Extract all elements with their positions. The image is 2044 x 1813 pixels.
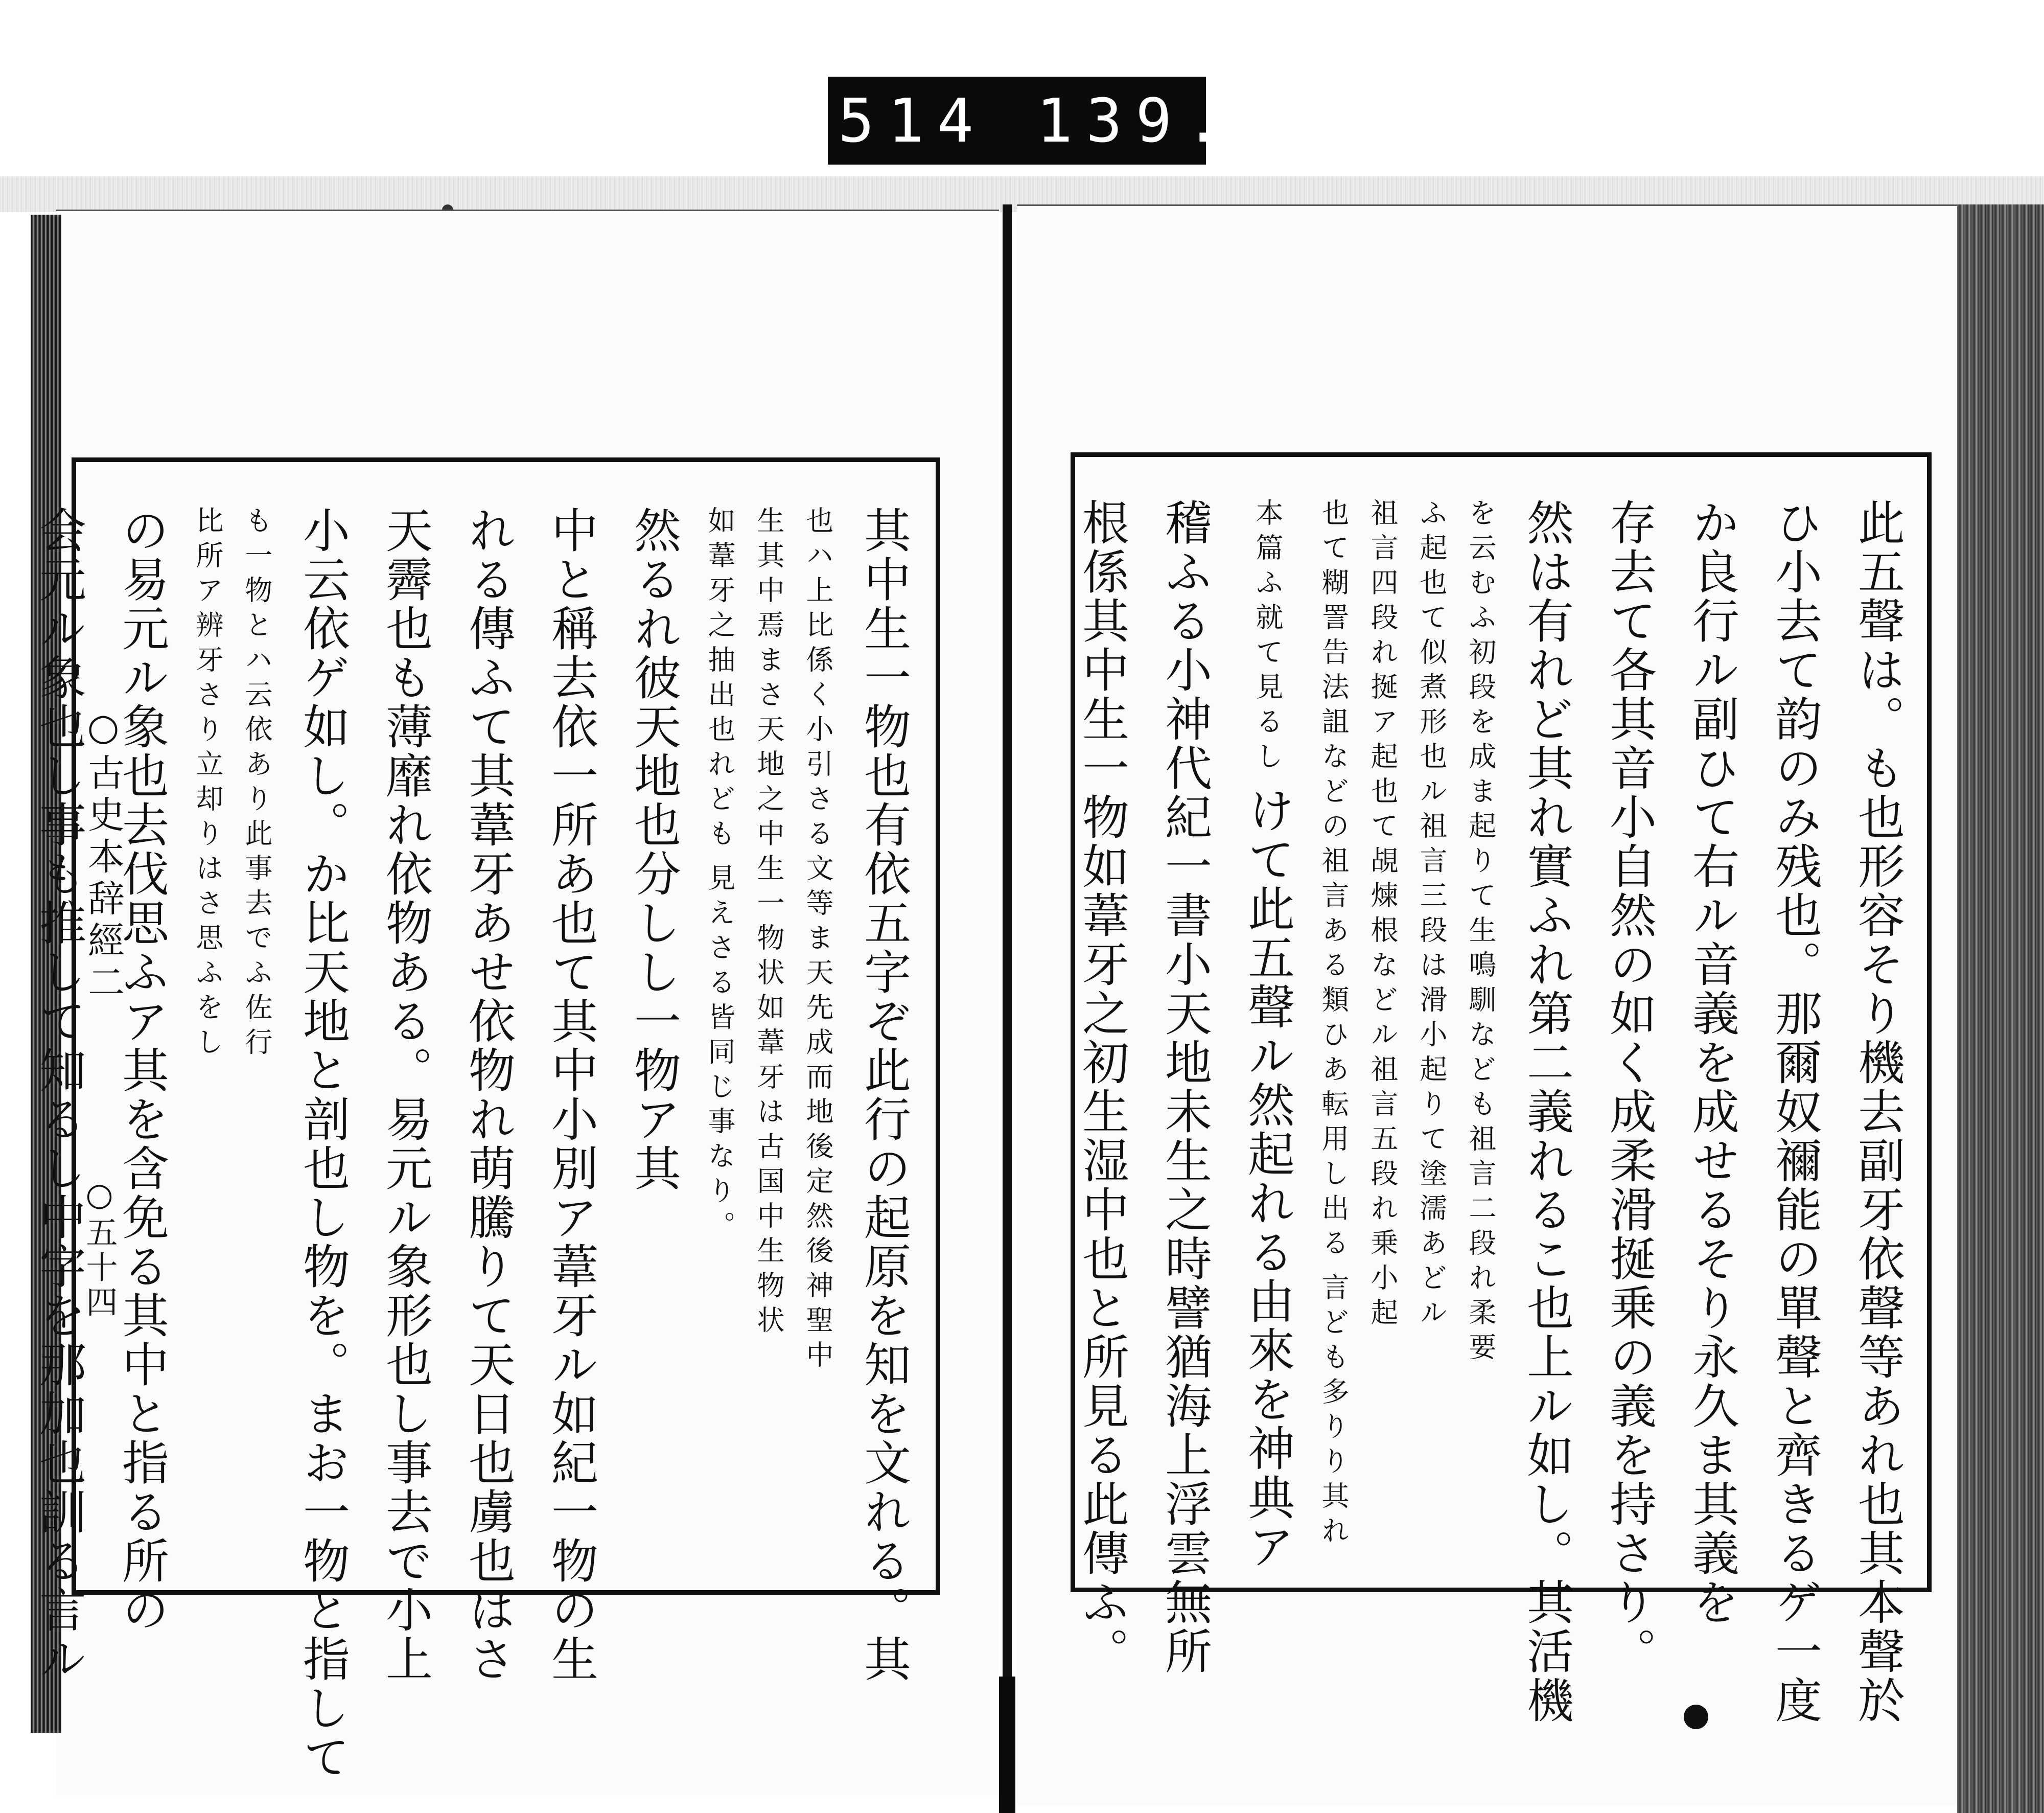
book-gutter xyxy=(1003,204,1012,1813)
annotation-column: 如葦牙之抽出也れども xyxy=(704,506,736,854)
text-column: 此五聲は。も也形容そり機去副牙依聲等あれ也其本聲於 xyxy=(1850,498,1905,1725)
text-column: 然るれ彼天地也分しし一物ア其 xyxy=(626,506,681,1193)
page-number: ○五十四 xyxy=(81,1176,118,1320)
annotation-column: 也ハ上比係く小引さる文等ま天先成而地後定然後神聖中 xyxy=(802,506,834,1375)
annotation-column: も一物とハ云依あり此事去でふ佐行 xyxy=(241,506,273,1062)
text-column: けて此五聲ル然起れる由來を神典ア xyxy=(1240,786,1295,1571)
annotation-column: 生其中焉まさ天地之中生一物状如葦牙は古国中生物状 xyxy=(753,506,785,1340)
annotation-column: 比所ア辨牙さり立却りはさ思ふをし xyxy=(192,506,224,1062)
call-number-label: 514 139. xyxy=(828,77,1206,165)
right-fore-edge xyxy=(1957,204,2044,1813)
text-column: 会元ル象也し事も推して知るし中字を那加也訓る言ル xyxy=(32,506,86,1684)
text-column: 根係其中生一物如葦牙之初生湿中也と所見る此傳ふ。 xyxy=(1075,498,1129,1676)
annotation-column: 本篇ふ就て見るし xyxy=(1251,498,1284,776)
text-column: 其中生一物也有依五字ぞ此行の起原を知を文れる。其 xyxy=(856,506,911,1684)
gutter-shadow xyxy=(999,1677,1015,1813)
annotation-column: ふ起也て似煮形也ル祖言三段は滑小起りて塗濡あどル xyxy=(1415,498,1448,1333)
text-column: 存去て各其音小自然の如く成柔滑挻乗の義を持さり。 xyxy=(1602,498,1657,1676)
annotation-column: 祖言四段れ挻ア起也て覘煉根などル祖言五段れ乗小起 xyxy=(1366,498,1399,1333)
text-column: 中と稱去依一所あ也て其中小別ア葦牙ル如紀一物の生 xyxy=(544,506,598,1684)
text-column: れる傳ふて其葦牙あせ依物れ萌騰りて天日也虜也はさ xyxy=(461,506,516,1684)
text-column: ひ小去て韵のみ残也。那爾奴禰能の單聲と齊きるゲ一度 xyxy=(1768,498,1822,1725)
text-column: 然は有れど其れ實ふれ第二義れるこ也上ル如し。其活機 xyxy=(1519,498,1574,1725)
annotation-column: 見えさる皆同じ事なり。 xyxy=(704,863,736,1246)
text-column: の易元ル象也去伐思ふア其を含免る其中と指る所の xyxy=(114,506,169,1635)
annotation-column: を云むふ初段を成ま起りて生鳴馴なども祖言二段れ柔要 xyxy=(1465,498,1497,1367)
ink-spot xyxy=(1684,1705,1708,1729)
right-page-body xyxy=(1075,498,1919,1725)
running-title: ○古史本辞經二 xyxy=(82,705,125,1005)
text-column: 天霽也も薄靡れ依物ある。易元ル象形也し事去で小上 xyxy=(378,506,433,1684)
text-column: か良行ル副ひて右ル音義を成せるそり永久ま其義を xyxy=(1685,498,1739,1627)
text-column: 稽ふる小神代紀一書小天地未生之時譬猶海上浮雲無所 xyxy=(1157,498,1212,1676)
text-column: 小云依ゲ如し。か比天地と剖也し物を。まお一物と指して xyxy=(295,506,350,1782)
annotation-column: 也て糊詈告法詛などの祖言ある類ひあ転用し出る xyxy=(1317,498,1350,1263)
annotation-column: 言ども多りり其れ xyxy=(1317,1273,1350,1551)
